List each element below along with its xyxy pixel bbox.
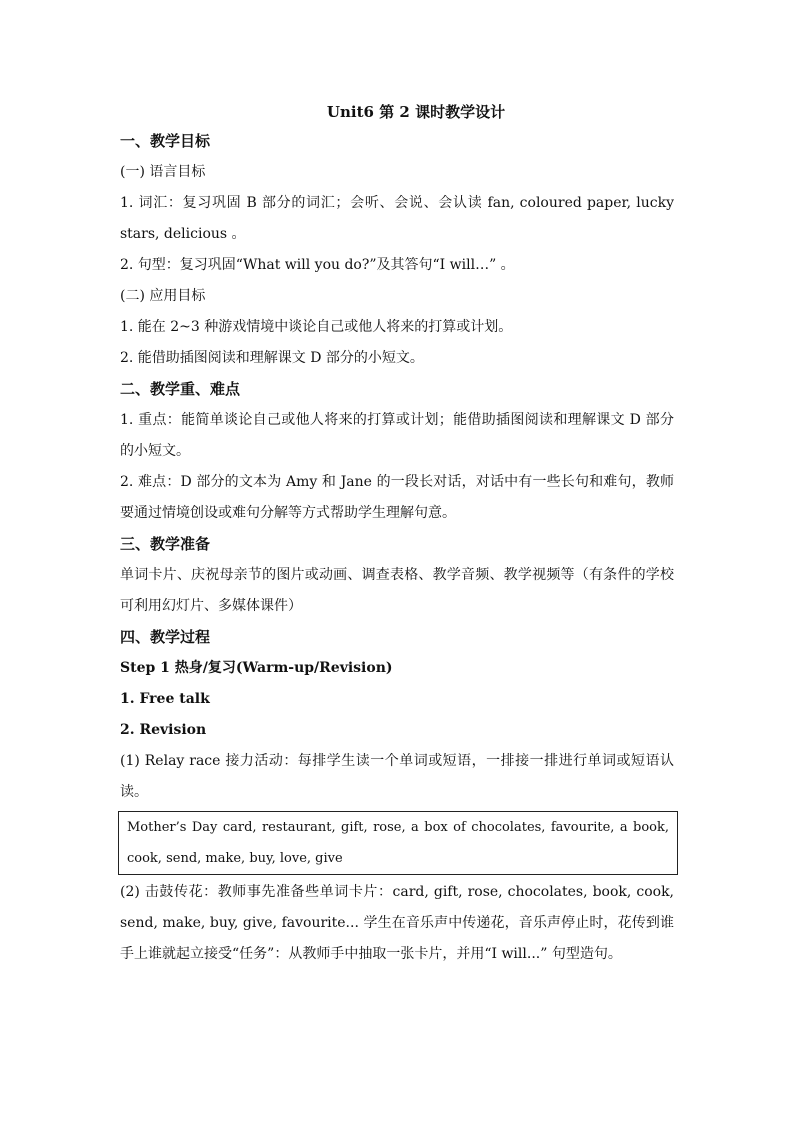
item-revision: 2. Revision: [120, 722, 207, 738]
step-heading: Step 1 热身/复习(Warm-up/Revision): [120, 660, 393, 676]
paragraph-preparation: 单词卡片、庆祝母亲节的图片或动画、调查表格、教学音频、教学视频等（有条件的学校可利用幻灯片、多媒体课件）: [120, 567, 674, 614]
item-free-talk: 1. Free talk: [120, 691, 210, 707]
paragraph-difficult-point: 2. 难点：D 部分的文本为 Amy 和 Jane 的一段长对话，对话中有一些长句和难句，教师要通过情境创设或难句分解等方式帮助学生理解句意。: [120, 474, 674, 521]
paragraph-application-2: 2. 能借助插图阅读和理解课文 D 部分的小短文。: [120, 350, 424, 366]
document-title: Unit6 第 2 课时教学设计: [326, 103, 506, 121]
paragraph-pass-flower: (2) 击鼓传花：教师事先准备些单词卡片：card, gift, rose, chocolates, book, cook, send, make, buy, give, favourite... 学生在音乐声中传递花，音乐声停止时，花传到谁手上谁就起立接受“任务”：从教师手中抽取一张卡片，并用“I will...” 句型造句。: [120, 884, 674, 962]
subheading-language-goals: (一) 语言目标: [120, 164, 206, 180]
subheading-application-goals: (二) 应用目标: [120, 288, 206, 304]
word-list-box: Mother’s Day card, restaurant, gift, rose, a box of chocolates, favourite, a book, cook, send, make, buy, love, give: [118, 811, 678, 875]
paragraph-relay-race: (1) Relay race 接力活动：每排学生读一个单词或短语，一排接一排进行单词或短语认读。: [120, 753, 674, 800]
section-heading-preparation: 三、教学准备: [120, 535, 211, 553]
paragraph-application-1: 1. 能在 2~3 种游戏情境中谈论自己或他人将来的打算或计划。: [120, 319, 513, 335]
section-heading-goals: 一、教学目标: [120, 132, 211, 150]
paragraph-key-point: 1. 重点：能简单谈论自己或他人将来的打算或计划；能借助插图阅读和理解课文 D 部分的小短文。: [120, 412, 674, 459]
paragraph-vocabulary: 1. 词汇：复习巩固 B 部分的词汇；会听、会说、会认读 fan, coloured paper, lucky stars, delicious 。: [120, 195, 674, 242]
section-heading-key-points: 二、教学重、难点: [120, 380, 241, 398]
paragraph-sentence-pattern: 2. 句型：复习巩固“What will you do?”及其答句“I will…” 。: [120, 257, 515, 273]
document-body: [120, 98, 674, 970]
section-heading-process: 四、教学过程: [120, 628, 211, 646]
